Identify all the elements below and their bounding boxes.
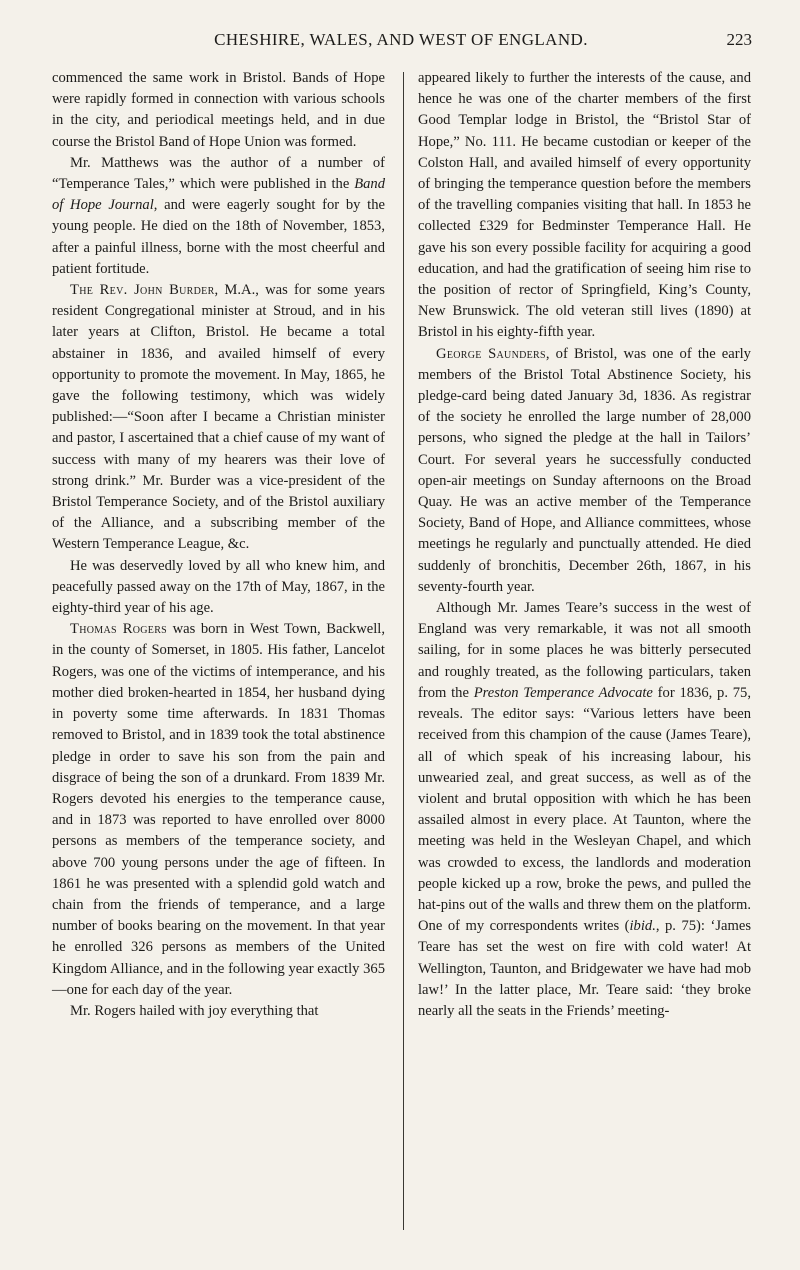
page-header	[50, 30, 752, 64]
paragraph: George Saunders, of Bristol, was one of the early members of the Bristol Total Abstinence Society, his pledge-card being dated January 3d, 1836. As registrar of the society he enrolled the large number of 28,000 persons, who signed the pledge at the hall in Tailors’ Court. For several years he successfully conducted open-air meetings on Sunday afternoons on the Broad Quay. He was an active member of the Temperance Society, Band of Hope, and Alliance committees, whose meetings he regularly and punctually attended. He died suddenly of bronchitis, December 26th, 1867, in his seventy-fourth year.	[418, 345, 751, 595]
paragraph: commenced the same work in Bristol. Bands of Hope were rapidly formed in connection with various schools in the city, and periodical meetings held, and in due course the Bristol Band of Hope Union was formed.	[52, 70, 385, 150]
paragraph: appeared likely to further the interests of the cause, and hence he was one of the charter members of the first Good Templar lodge in Bristol, the “Bristol Star of Hope,” No. 111. He became custodian or keeper of the Colston Hall, and availed himself of every opportunity of bringing the temperance question before the members of the travelling companies visiting that hall. In 1853 he collected £329 for Bedminster Temperance Hall. He gave his son every possible facility for acquiring a good education, and had the gratification of seeing him rise to the position of rector of Springfield, King’s County, New Brunswick. The old veteran still lives (1890) at Bristol in his eighty-fifth year.	[418, 70, 751, 341]
journal-title: Preston Temperance Advocate	[473, 684, 653, 701]
running-title: CHESHIRE, WALES, AND WEST OF ENGLAND.	[214, 30, 588, 49]
paragraph: The Rev. John Burder, M.A., was for some years resident Congregational minister at Stroud, and in his later years at Clifton, Bristol. He became a total abstainer in 1836, and availed himself of every opportunity to promote the movement. In May, 1865, he gave the following testimony, which was widely published:—“Soon after I became a Christian minister and pastor, I ascertained that a chief cause of my want of success with many of my hearers was their love of strong drink.” Mr. Burder was a vice-president of the Bristol Temperance Society, and of the Bristol auxiliary of the Alliance, and a subscribing member of the Western Temperance League, &c.	[52, 282, 385, 553]
paragraph: Thomas Rogers was born in West Town, Backwell, in the county of Somerset, in 1805. His father, Lancelot Rogers, was one of the victims of intemperance, and his mother died broken-hearted in 1854, her husband dying in poverty some time afterwards. In 1831 Thomas removed to Bristol, and in 1839 took the total abstinence pledge in order to save his son from the pain and disgrace of being the son of a drunkard. From 1839 Mr. Rogers devoted his energies to the temperance cause, and in 1873 was reported to have enrolled over 8000 persons as members of the temperance society, and above 700 young persons under the age of fifteen. In 1861 he was presented with a splendid gold watch and chain from the friends of temperance, and a large number of books bearing on the movement. In that year he enrolled 326 persons as members of the United Kingdom Alliance, and in the following year exactly 365 —one for each day of the year.	[52, 621, 385, 998]
person-name: Thomas Rogers	[70, 621, 168, 638]
right-column	[418, 68, 751, 1022]
left-column	[52, 68, 385, 1022]
person-name: George Saunders	[436, 345, 546, 362]
person-name: The Rev. John Burder	[70, 282, 215, 299]
journal-title: Band of Hope Journal	[52, 176, 385, 214]
page-number: 223	[726, 30, 752, 49]
column-divider	[403, 72, 404, 1230]
paragraph: Mr. Rogers hailed with joy everything that	[70, 1002, 319, 1019]
paragraph: Mr. Matthews was the author of a number of “Temperance Tales,” which were published in the Band of Hope Journal, and were eagerly sought for by the young people. He died on the 18th of November, 1853, after a painful illness, borne with the most cheerful and patient fortitude.	[52, 154, 385, 277]
citation-ibid: ibid.	[629, 918, 656, 935]
paragraph: Although Mr. James Teare’s success in the west of England was very remarkable, it was not all smooth sailing, for in some places he was bitterly persecuted and roughly treated, as the following particulars, taken from the Preston Temperance Advocate for 1836, p. 75, reveals. The editor says: “Various letters have been received from this champion of the cause (James Teare), all of which speak of his increasing labour, his unwearied zeal, and great success, as well as of the violent and brutal opposition with which he has been assailed almost in every place. At Taunton, where the meeting was held in the Wesleyan Chapel, and which was crowded to excess, the landlords and moderation people kicked up a row, broke the pews, and pulled the hat-pins out of the walls and threw them on the platform. One of my correspondents writes (ibid., p. 75): ‘James Teare has set the west on fire with cold water! At Wellington, Taunton, and Bridgewater we have had mob law!’ In the latter place, Mr. Teare said: ‘they broke nearly all the seats in the Friends’ meeting-	[418, 600, 751, 1019]
paragraph: He was deservedly loved by all who knew him, and peacefully passed away on the 17th of May, 1867, in the eighty-third year of his age.	[52, 557, 385, 617]
